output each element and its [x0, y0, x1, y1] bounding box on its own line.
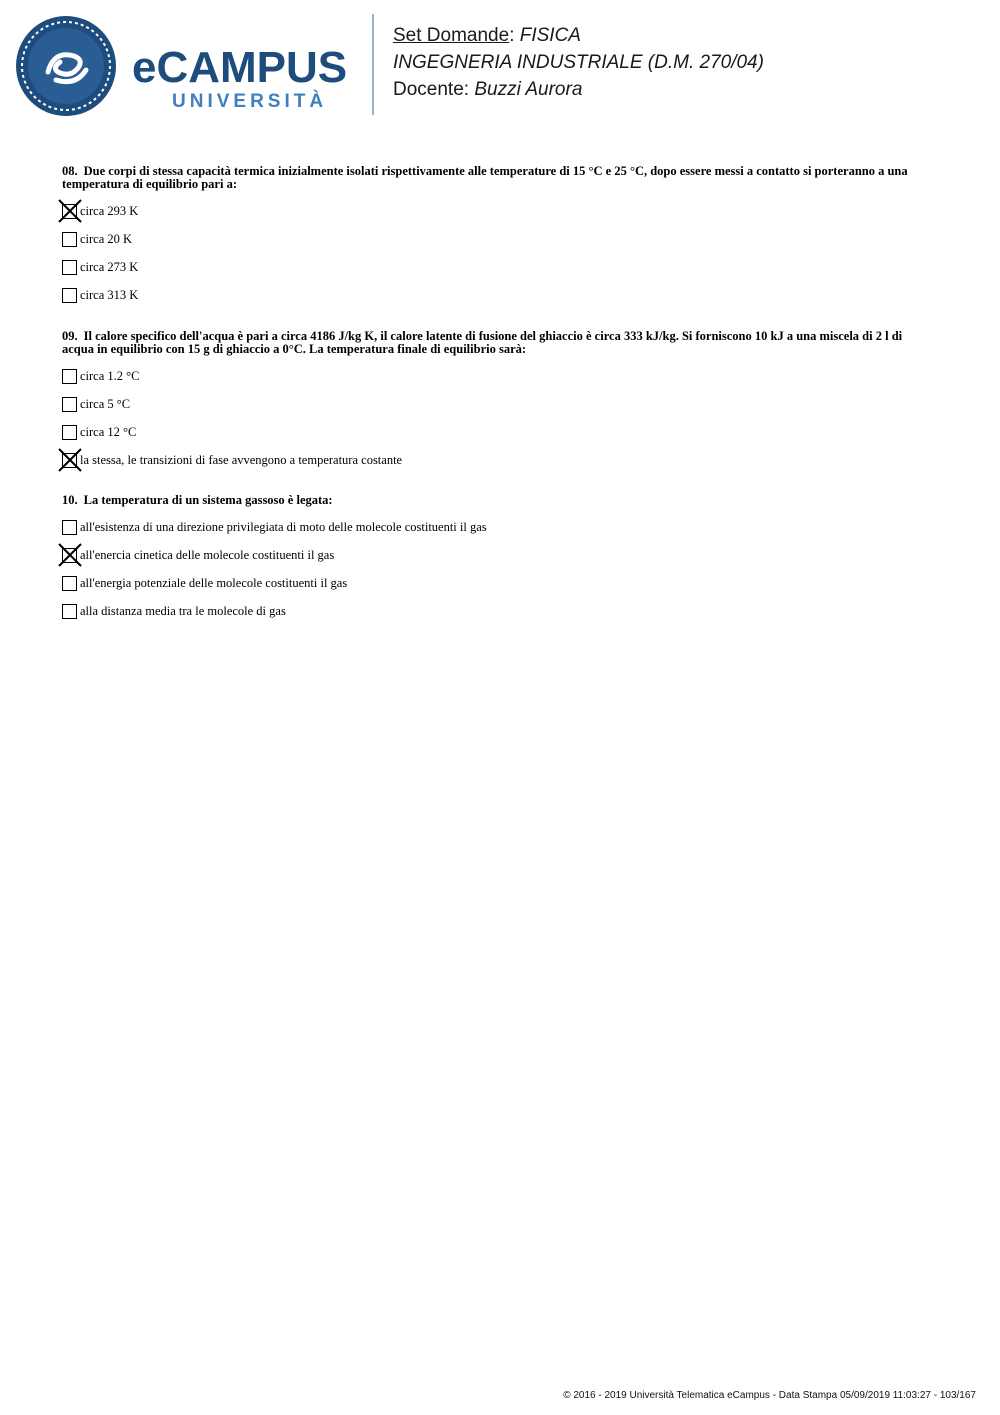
question-body: La temperatura di un sistema gassoso è legata:: [83, 493, 333, 507]
teacher-name: Buzzi Aurora: [474, 79, 583, 100]
checkbox[interactable]: [62, 576, 77, 591]
teacher-line: [393, 76, 764, 103]
question-number: 09.: [62, 329, 78, 343]
question-text: [62, 165, 932, 191]
checkbox[interactable]: [62, 425, 77, 440]
answer-label: circa 20 K: [80, 232, 133, 246]
answer-label: all'esistenza di una direzione privilegiata di moto delle molecole costituenti il gas: [80, 520, 487, 534]
answer-label: circa 293 K: [80, 204, 139, 218]
checkbox[interactable]: [62, 260, 77, 275]
ecampus-logo: [14, 14, 359, 118]
subject: FISICA: [519, 25, 581, 46]
checkbox[interactable]: [62, 604, 77, 619]
checked-cross-icon: [58, 543, 82, 567]
answer-option[interactable]: [62, 260, 932, 288]
question-body: Due corpi di stessa capacità termica inizialmente isolati rispettivamente alle temperature di 15 °C e 25 °C, dopo essere messi a contatto si porteranno a una temperatura di equilibrio pari a:: [62, 164, 908, 191]
answer-option[interactable]: [62, 548, 932, 576]
question-08: [62, 165, 932, 316]
question-10: [62, 494, 932, 632]
checkbox[interactable]: [62, 520, 77, 535]
checkbox[interactable]: [62, 288, 77, 303]
header-divider: [372, 14, 374, 115]
checkbox[interactable]: [62, 397, 77, 412]
teacher-label: Docente:: [393, 79, 475, 100]
answer-option[interactable]: [62, 520, 932, 548]
course: INGEGNERIA INDUSTRIALE (D.M. 270/04): [393, 52, 764, 73]
answer-option[interactable]: [62, 397, 932, 425]
course-line: [393, 49, 764, 76]
answer-label: circa 5 °C: [80, 397, 131, 411]
question-body: Il calore specifico dell'acqua è pari a circa 4186 J/kg K, il calore latente di fusione del ghiaccio è circa 333 kJ/kg. Si forniscono 10 kJ a una miscela di 2 l di acqua in equilibrio con 15 g di ghiaccio a 0°C. La temperatura finale di equilibrio sarà:: [62, 329, 903, 356]
page-header: [0, 0, 1000, 130]
answer-option[interactable]: [62, 232, 932, 260]
answer-option[interactable]: [62, 369, 932, 397]
answer-option[interactable]: [62, 425, 932, 453]
answer-label: circa 12 °C: [80, 425, 137, 439]
logo-brand: eCAMPUS: [132, 43, 348, 92]
checked-cross-icon: [58, 199, 82, 223]
answer-option[interactable]: [62, 604, 932, 632]
answer-label: all'energia potenziale delle molecole costituenti il gas: [80, 576, 348, 590]
answer-label: all'enercia cinetica delle molecole costituenti il gas: [80, 548, 335, 562]
set-line: [393, 22, 764, 49]
question-text: [62, 330, 932, 356]
answer-option[interactable]: [62, 576, 932, 604]
question-number: 10.: [62, 493, 78, 507]
page-footer: © 2016 - 2019 Università Telematica eCampus - Data Stampa 05/09/2019 11:03:27 - 103/167: [563, 1390, 976, 1401]
answer-label: alla distanza media tra le molecole di gas: [80, 604, 286, 618]
question-09: [62, 330, 932, 481]
answer-label: circa 273 K: [80, 260, 139, 274]
checked-cross-icon: [58, 448, 82, 472]
answer-option[interactable]: [62, 288, 932, 316]
answer-label: la stessa, le transizioni di fase avvengono a temperatura costante: [80, 453, 403, 467]
header-info: [393, 22, 764, 103]
set-separator: :: [509, 25, 520, 46]
set-label: Set Domande: [393, 25, 510, 46]
question-number: 08.: [62, 164, 78, 178]
answer-label: circa 313 K: [80, 288, 139, 302]
logo-subtitle: UNIVERSITÀ: [172, 91, 328, 112]
answer-option[interactable]: [62, 204, 932, 232]
checkbox[interactable]: [62, 232, 77, 247]
checkbox[interactable]: [62, 369, 77, 384]
question-text: [62, 494, 932, 507]
answer-label: circa 1.2 °C: [80, 369, 140, 383]
answer-option[interactable]: [62, 453, 932, 481]
